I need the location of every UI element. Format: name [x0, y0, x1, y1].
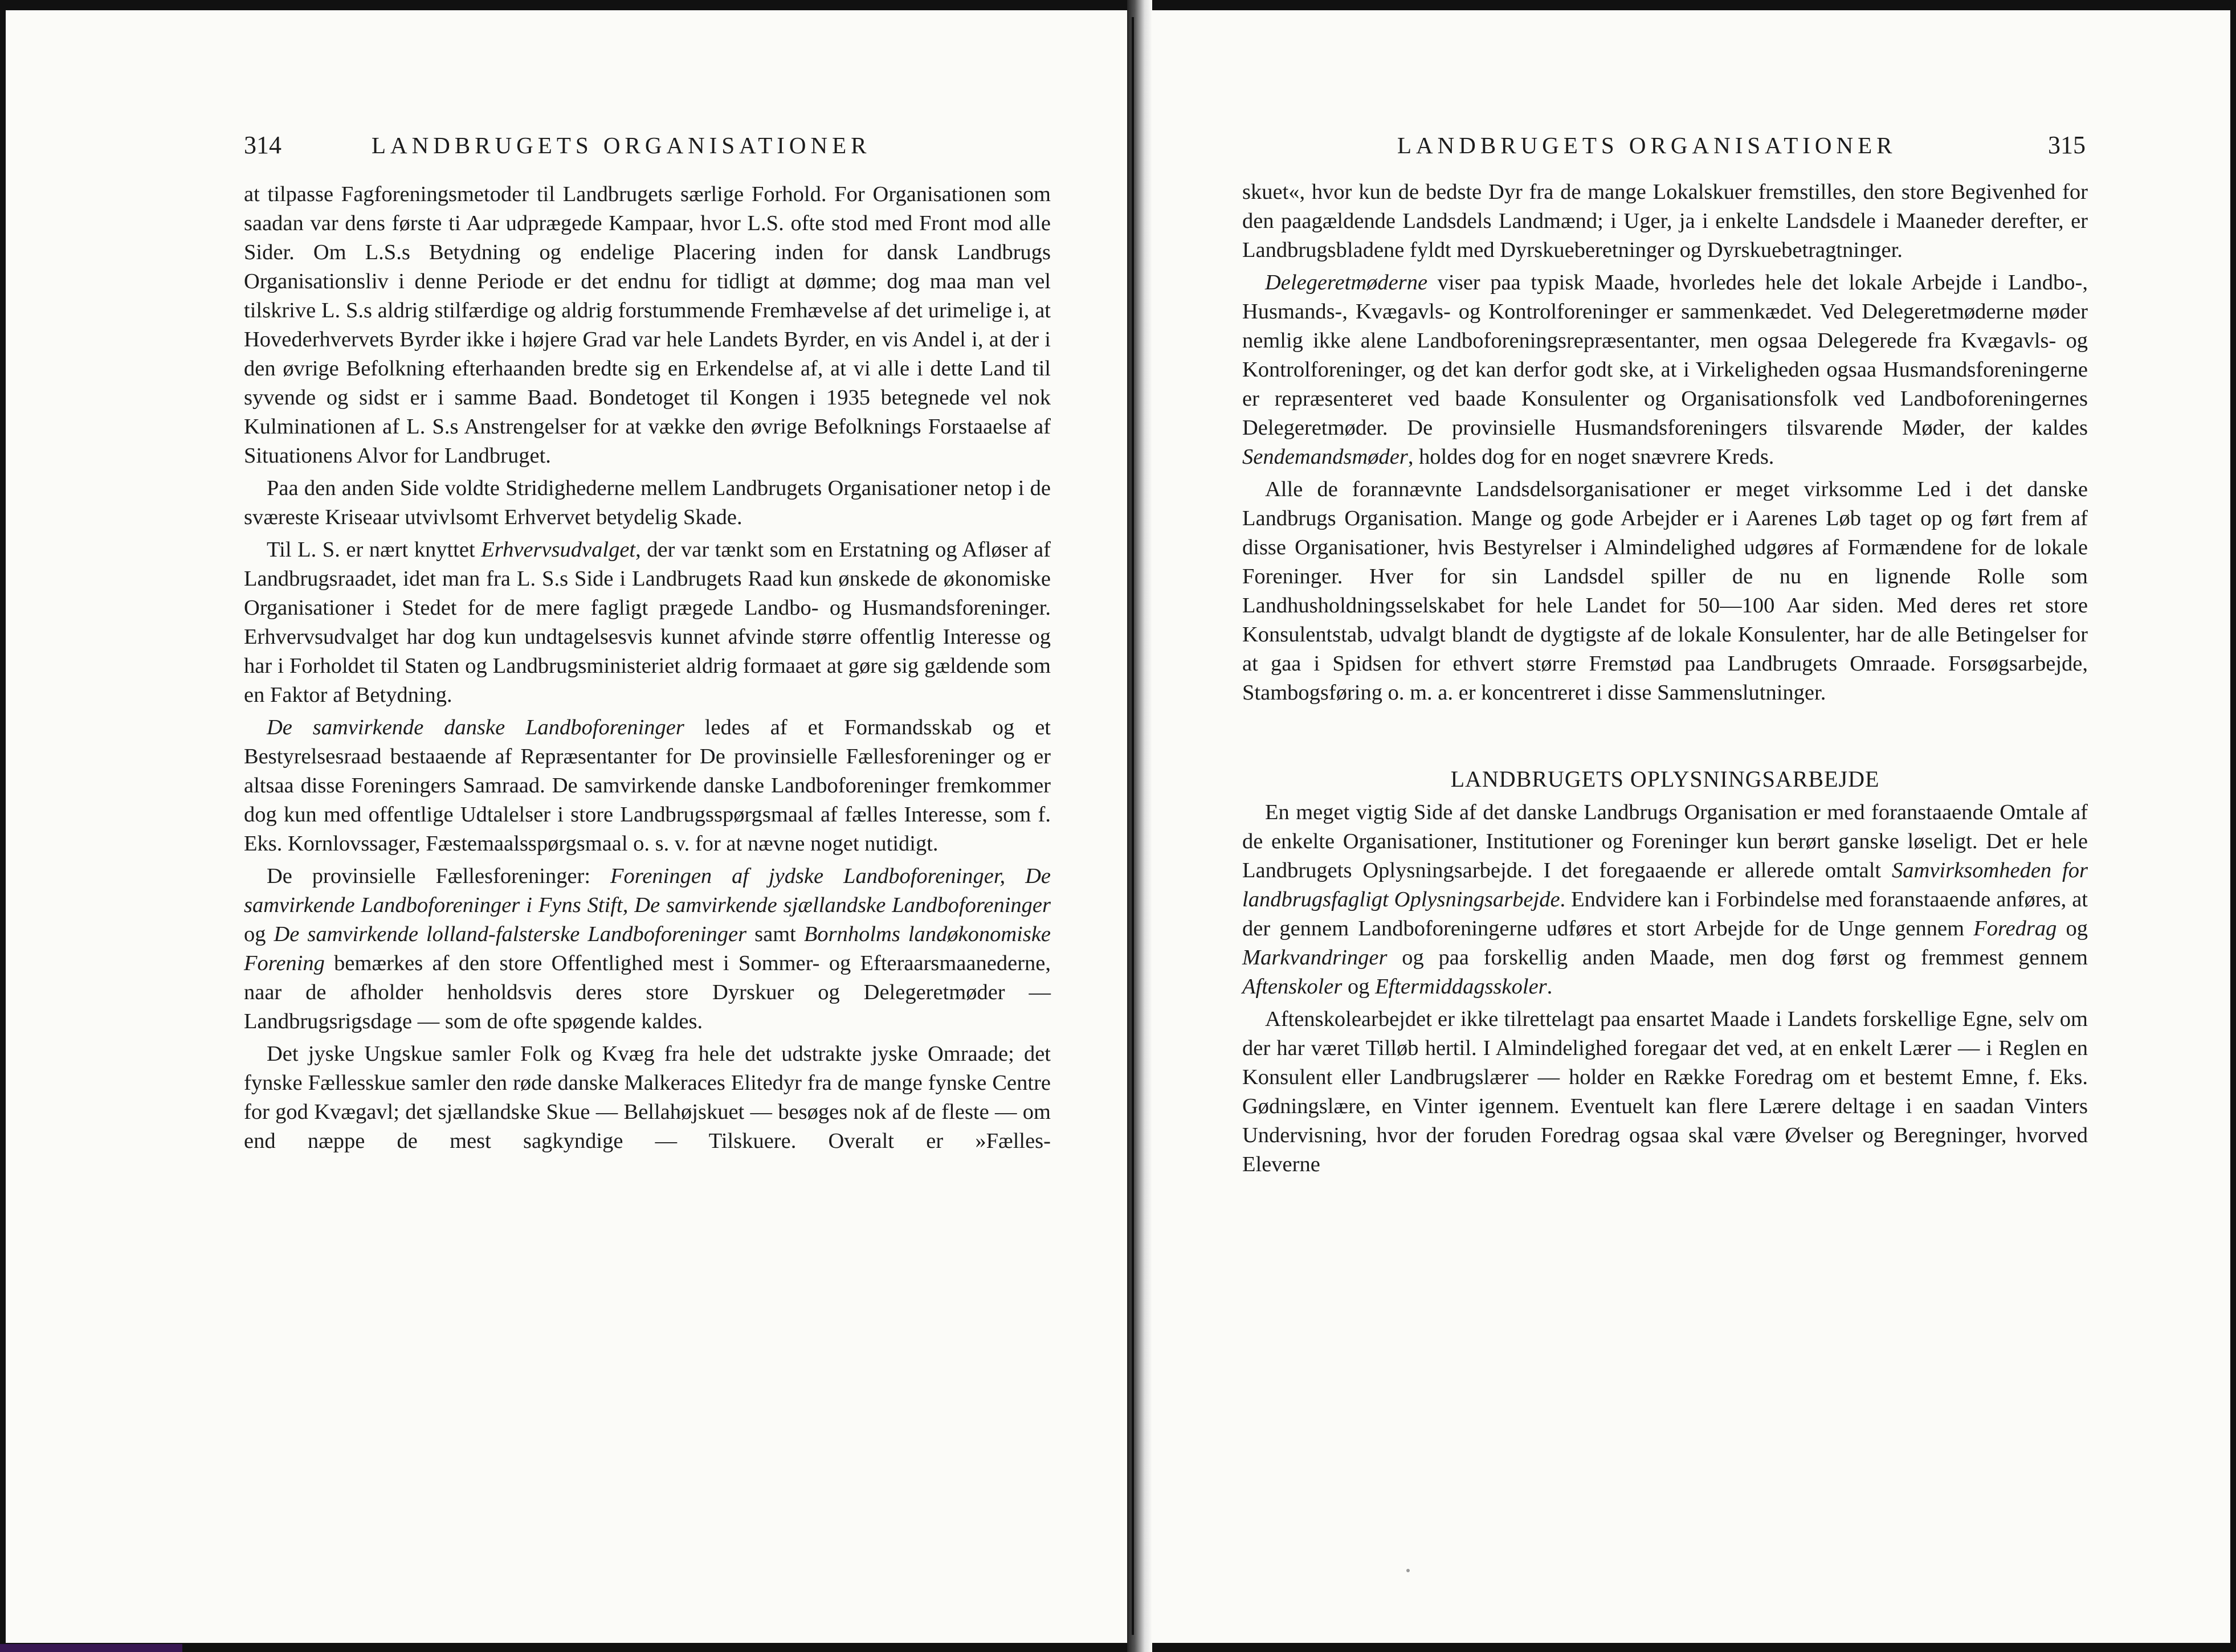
emphasis: De samvirkende lolland-falsterske Landboforeninger	[274, 922, 747, 946]
text-run: viser paa typisk Maade, hvorledes hele det lokale Arbejde i Landbo-, Husmands-, Kvægavls- og Kontrolforeninger er sammenkædet. Ved Delegeretmøderne møder nemlig ikke alene Landboforeningsrepræsentanter, men ogsaa Delegerede fra Kvægavls- og Kontrolforeninger, og det kan derfor godt ske, at i Virkeligheden ogsaa Husmandsforeningerne er repræsenteret ved baade Konsulenter og Organisationsfolk ved Landboforeningernes Delegeretmøder. De provinsielle Husmandsforeningers tilsvarende Møder, der kaldes	[1242, 271, 2088, 440]
paragraph	[244, 862, 1051, 1036]
text-run: En meget vigtig Side af det danske Landbrugs Organisation er med foranstaaende Omtale af de enkelte Organisationer, Institutioner og Foreninger kun berørt ganske løseligt. Det er hele Landbrugets Oplysningsarbejde. I det foregaaende er allerede omtalt	[1242, 800, 2088, 882]
emphasis: Aftenskoler	[1242, 975, 1343, 999]
paragraph: Aftenskolearbejdet er ikke tilrettelagt paa ensartet Maade i Landets forskellige Egne, selv om der har været Tilløb hertil. I Almindelighed foregaar det ved, at en enkelt Lærer — i Reglen en Konsulent eller Landbrugslærer — holder en Række Foredrag om et bestemt Emne, f. Eks. Gødningslære, en Vinter igennem. Eventuelt kan flere Lærere deltage i en saadan Vinters Undervisning, hvor der foruden Foredrag ogsaa skal være Øvelser og Beregninger, hvorved Eleverne	[1242, 1007, 2088, 1176]
body-text	[1242, 178, 2088, 1183]
running-head-title: LANDBRUGETS ORGANISATIONER	[1397, 132, 1897, 158]
emphasis: Delegeretmøderne	[1265, 271, 1428, 295]
text-run: .	[1547, 975, 1553, 999]
text-run: og	[2057, 917, 2088, 941]
text-run: , der var tænkt som en Erstatning og Afløser af Landbrugsraadet, idet man fra L. S.s Side i Landbrugets Raad kun ønskede de økonomiske Organisationer i Stedet for de mere fagligt prægede Landbo- og Husmandsforeninger. Erhvervsudvalget har dog kun undtagelsesvis kunnet afvinde større offentlig Interesse og har i Forholdet til Staten og Landbrugsministeriet aldrig formaaet at gøre sig gældende som en Faktor af Betydning.	[244, 538, 1051, 707]
paragraph	[1242, 798, 2088, 1001]
paragraph	[244, 535, 1051, 710]
running-header	[244, 125, 1064, 165]
body-text	[244, 180, 1051, 1159]
left-page	[6, 10, 1127, 1643]
page-number: 315	[2048, 131, 2086, 159]
gutter-shadow	[1132, 17, 1134, 1635]
emphasis: Samvirksomheden for landbrugsfagligt Oplysningsarbejde	[1242, 858, 2088, 911]
book-gutter	[1127, 0, 1152, 1652]
page-number: 314	[244, 131, 281, 159]
paragraph: Paa den anden Side voldte Stridighederne mellem Landbrugets Organisationer netop i de sværeste Kriseaar utvivlsomt Erhvervet betydelig Skade.	[244, 476, 1051, 529]
edge-tint	[0, 1644, 182, 1652]
text-run: og	[244, 922, 274, 946]
text-run: og	[1342, 975, 1376, 999]
emphasis: Sendemandsmøder	[1242, 445, 1408, 469]
paragraph	[244, 713, 1051, 858]
running-header	[1242, 125, 2086, 165]
paragraph: skuet«, hvor kun de bedste Dyr fra de mange Lokalskuer fremstilles, den store Begivenhed for den paagældende Landsdels Landmænd; i Uger, ja i enkelte Landsdele i Maaneder derefter, er Landbrugsbladene fyldt med Dyrskueberetninger og Dyrskuebetragtninger.	[1242, 180, 2088, 262]
emphasis: De samvirkende danske Landboforeninger	[267, 715, 684, 739]
text-run: og paa forskellig anden Maade, men dog først og fremmest gennem	[1387, 946, 2088, 970]
emphasis: Eftermiddagsskoler	[1375, 975, 1547, 999]
running-head-title: LANDBRUGETS ORGANISATIONER	[372, 132, 871, 158]
paragraph: Det jyske Ungskue samler Folk og Kvæg fra hele det udstrakte jyske Omraade; det fynske Fællesskue samler den røde danske Malkeraces Elitedyr fra de mange fynske Centre for god Kvægavl; det sjællandske Skue — Bellahøjskuet — besøges nok af de fleste — om end næppe de mest sagkyndige — Tilskuere. Overalt er »Fælles-	[244, 1042, 1051, 1153]
emphasis: Markvandringer	[1242, 946, 1388, 970]
text-run: bemærkes af den store Offentlighed mest i Sommer- og Efteraarsmaanederne, naar de afholder henholdsvis deres store Dyrskuer og Delegeretmøder — Landbrugsrigsdage — som de ofte spøgende kaldes.	[244, 951, 1051, 1033]
emphasis: Erhvervsudvalget	[481, 538, 636, 562]
text-run: , holdes dog for en noget snævrere Kreds.	[1407, 445, 1774, 469]
paragraph	[1242, 268, 2088, 472]
text-run: Til L. S. er nært knyttet	[267, 538, 482, 562]
text-run: De provinsielle Fællesforeninger:	[267, 864, 610, 888]
paragraph: Alle de forannævnte Landsdelsorganisationer er meget virksomme Led i det danske Landbrugs Organisation. Mange og gode Arbejder er i Aarenes Løb taget op og ført frem af disse Organisationer, hvis Bestyrelser i Almindelighed udgøres af Formændene for de lokale Foreninger. Hver for sin Landsdel spiller de nu en lignende Rolle som Landhusholdningsselskabet for hele Landet for 50—100 Aar siden. Med deres ret store Konsulentstab, udvalgt blandt de dygtigste af de lokale Konsulenter, har de alle Betingelser for at gaa i Spidsen for ethvert større Fremstød paa Landbrugets Omraade. Forsøgsarbejde, Stambogsføring o. m. a. er koncentreret i disse Sammenslutninger.	[1242, 477, 2088, 705]
text-run: samt	[746, 922, 804, 946]
paper-speck	[1406, 1569, 1410, 1572]
text-run: ledes af et Formandsskab og et Bestyrelsesraad bestaaende af Repræsentanter for De provinsielle Fællesforeninger og er altsaa disse Foreningers Samraad. De samvirkende danske Landboforeninger fremkommer dog kun med offentlige Udtalelser i store Landbrugsspørgsmaal af fælles Interesse, som f. Eks. Kornlovssager, Fæstemaalsspørgsmaal o. s. v. for at nævne noget nutidigt.	[244, 715, 1051, 856]
paragraph: at tilpasse Fagforeningsmetoder til Landbrugets særlige Forhold. For Organisationen som saadan var dens første ti Aar udprægede Kampaar, hvor L.S. ofte stod med Front mod alle Sider. Om L.S.s Betydning og endelige Placering inden for dansk Landbrugs Organisationsliv i denne Periode er det endnu for tidligt at dømme; dog maa man vel tilskrive L. S.s aldrig stilfærdige og aldrig forstummende Fremhævelse af det urimelige i, at Hovederhvervets Byrder ikke i højere Grad var hele Landets Byrder, en vis Andel i, at der i den øvrige Befolkning efterhaanden bredte sig en Erkendelse af, at vi alle i dette Land til syvende og sidst er i samme Baad. Bondetoget til Kongen i 1935 betegnede vel nok Kulminationen af L. S.s Anstrengelser for at vække den øvrige Befolknings Forstaaelse af Situationens Alvor for Landbruget.	[244, 182, 1051, 468]
emphasis: Foreningen af jydske Landboforeninger, De samvirkende Landboforeninger i Fyns Stift, De samvirkende sjællandske Landboforeninger	[244, 864, 1051, 917]
text-run: . Endvidere kan i Forbindelse med foranstaaende anføres, at der gennem Landboforeningerne udføres et stort Arbejde for de Unge gennem	[1242, 888, 2088, 941]
emphasis: Bornholms landøkonomiske Forening	[244, 922, 1051, 975]
section-heading: LANDBRUGETS OPLYSNINGSARBEJDE	[1450, 766, 1880, 792]
right-page	[1152, 10, 2230, 1643]
emphasis: Foredrag	[1973, 917, 2057, 941]
